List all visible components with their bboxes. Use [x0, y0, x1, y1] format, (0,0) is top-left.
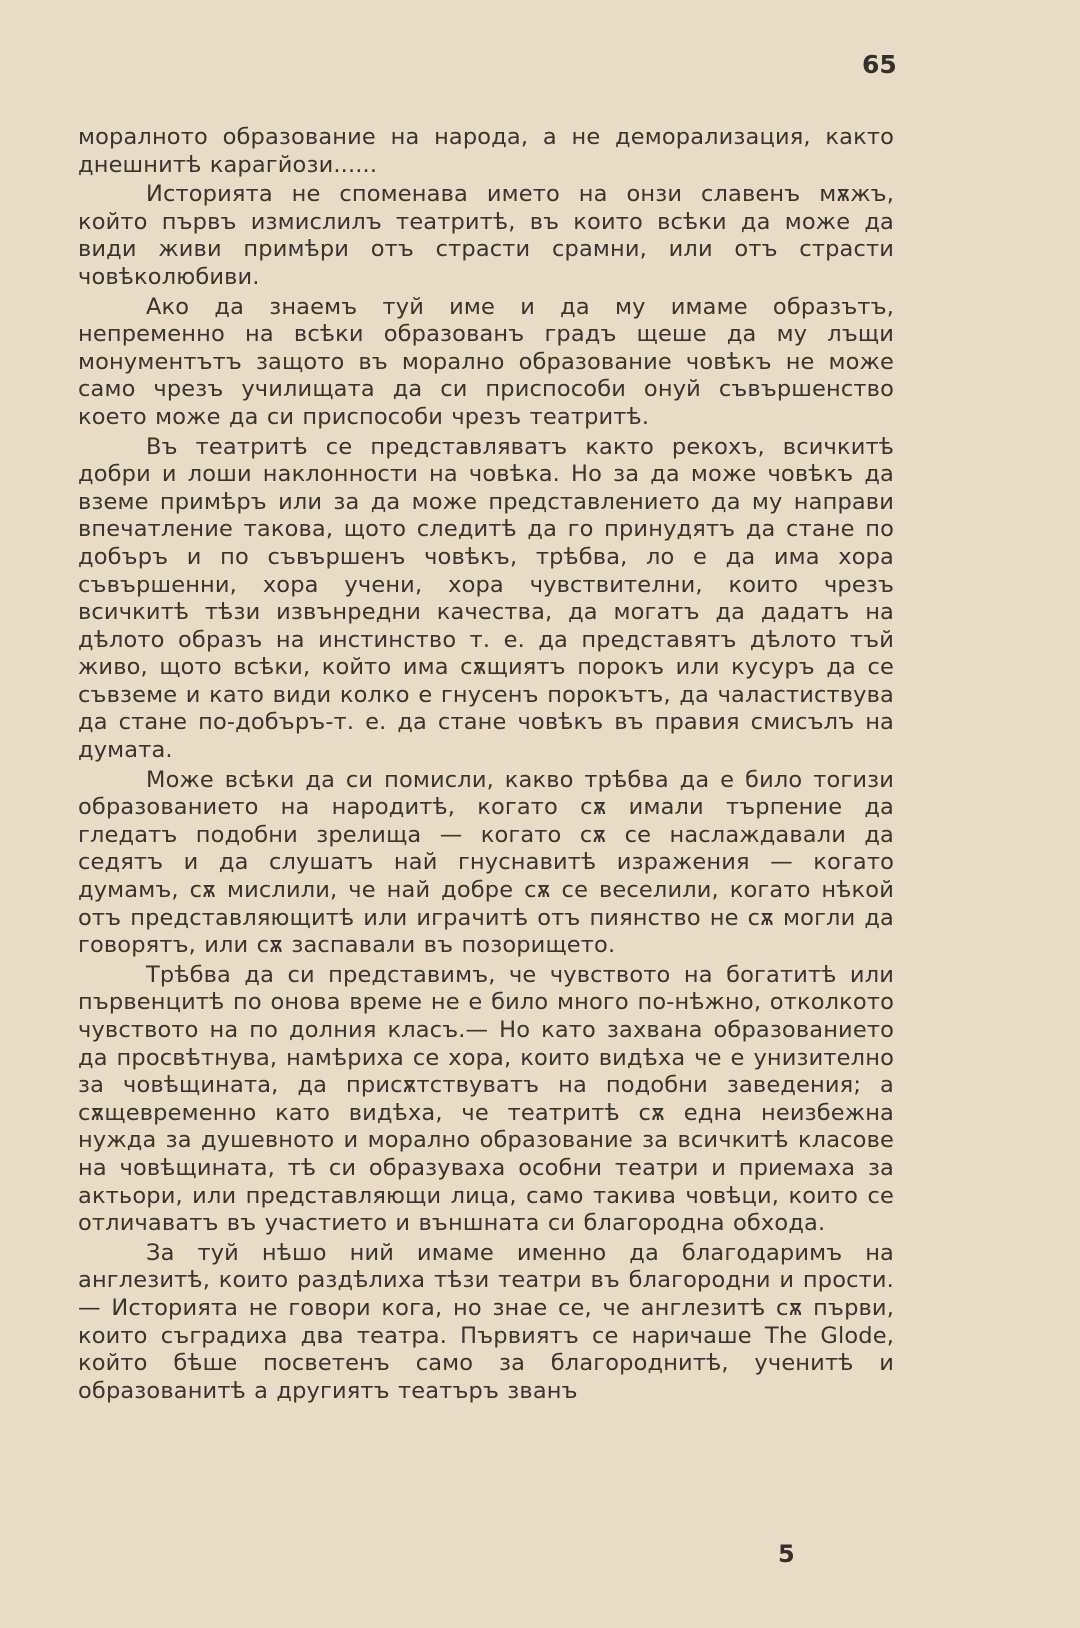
paragraph: Може всѣки да си помисли, какво трѣбва да е било тогизи образованието на народитѣ, когато сѫ имали търпение да гледатъ подобни зрелища — когато сѫ се наслаждавали да седятъ и да слушатъ най гнуснавитѣ изражения — когато думамъ, сѫ мислили, че най добре сѫ се веселили, когато нѣкой отъ представляющитѣ или играчитѣ отъ пиянство не сѫ могли да говорятъ, или сѫ заспавали въ позорището. [78, 766, 894, 959]
page-text-body [78, 124, 894, 1405]
paragraph: Въ театритѣ се представляватъ както рекохъ, всичкитѣ добри и лоши наклонности на човѣка. Но за да може човѣкъ да вземе примѣръ или за да може представлението да му направи впечатление такова, щото следитѣ да го принудятъ да стане по добъръ и по съвършенъ човѣкъ, трѣбва, ло е да има хора съвършенни, хора учени, хора чувствителни, които чрезъ всичкитѣ тѣзи извънредни качества, да могатъ да дадатъ на дѣлото образъ на инстинство т. е. да представятъ дѣлото тъй живо, щото всѣки, който има сѫщиятъ порокъ или кусуръ да се съвземе и като види колко е гнусенъ порокътъ, да чаластиствува да стане по-добъръ-т. е. да стане човѣкъ въ правия смисълъ на думата. [78, 433, 894, 764]
paragraph: За туй нѣшо ний имаме именно да благодаримъ на англезитѣ, които раздѣлиха тѣзи театри въ благородни и прости. — Историята не говори кога, но знае се, че англезитѣ сѫ първи, които съградиха два театра. Първиятъ се наричаше The Glode, който бѣше посветенъ само за благороднитѣ, ученитѣ и образованитѣ а другиятъ театъръ званъ [78, 1239, 894, 1404]
page-number: 65 [862, 50, 897, 79]
paragraph: Трѣбва да си представимъ, че чувството на богатитѣ или първенцитѣ по онова време не е било много по-нѣжно, отколкото чувството на по долния класъ.— Но като захвана образованието да просвѣтнува, намѣриха се хора, които видѣха че е унизително за човѣщината, да присѫтствуватъ на подобни заведения; а сѫщевременно като видѣха, че театритѣ сѫ една неизбежна нужда за душевното и морално образование за всичкитѣ класове на човѣщината, тѣ си образуваха особни театри и приемаха за актьори, или представляющи лица, само такива човѣци, които се отличаватъ въ участието и външната си благородна обхода. [78, 961, 894, 1237]
paragraph: Историята не споменава името на онзи славенъ мѫжъ, който първъ измислилъ театритѣ, въ които всѣки да може да види живи примѣри отъ страсти срамни, или отъ страсти човѣколюбиви. [78, 181, 894, 290]
printer-signature-mark: 5 [778, 1540, 795, 1568]
paragraph: Ако да знаемъ туй име и да му имаме образътъ, непременно на всѣки образованъ градъ щеше да му лъщи монументътъ защото въ морално образование човѣкъ не може само чрезъ училищата да си приспособи онуй съвършенство което може да си приспособи чрезъ театритѣ. [78, 293, 894, 430]
paragraph-continuation: моралното образование на народа, а не деморализация, както днешнитѣ карагйози...... [78, 124, 894, 178]
